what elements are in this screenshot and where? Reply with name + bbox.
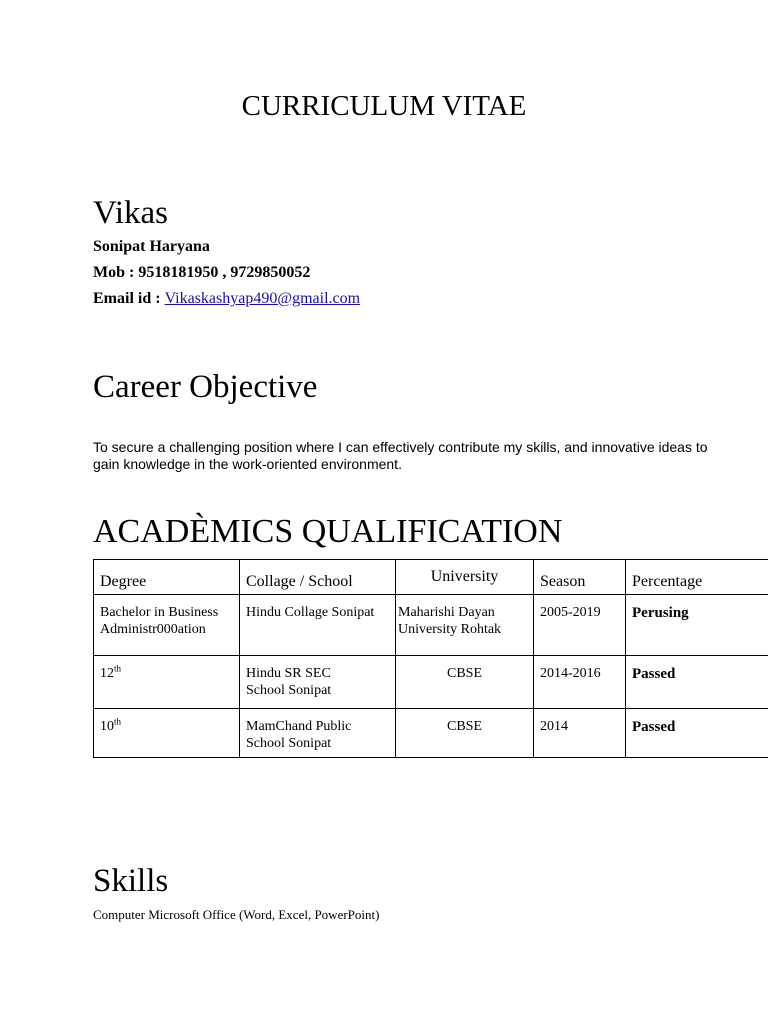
email-link[interactable]: Vikaskashyap490@gmail.com: [164, 290, 361, 307]
table-row: [94, 709, 768, 758]
cell-percentage: Passed: [626, 709, 768, 758]
skills-text: Computer Microsoft Office (Word, Excel, PowerPoint): [93, 907, 380, 922]
cell-percentage: Perusing: [626, 595, 768, 656]
skills-heading: Skills: [93, 863, 169, 899]
academics-heading: ACADÈMICS QUALIFICATION: [93, 513, 563, 550]
cell-university: CBSE: [396, 709, 534, 758]
contact-email: [93, 289, 360, 309]
column-header-percentage: Percentage: [626, 560, 768, 595]
contact-address: Sonipat Haryana: [93, 238, 210, 255]
cell-degree: 12th: [94, 656, 240, 709]
column-header-degree: Degree: [94, 560, 240, 595]
career-objective-text: To secure a challenging position where I can effectively contribute my skills, and innovative ideas to gain knowledge in the work-oriented environment.: [93, 439, 708, 472]
cell-degree: 10th: [94, 709, 240, 758]
cell-season: 2014-2016: [534, 656, 626, 709]
table-header-row: [94, 560, 768, 595]
email-label: Email id :: [93, 290, 165, 307]
cell-percentage: Passed: [626, 656, 768, 709]
cell-school: Hindu Collage Sonipat: [240, 595, 396, 656]
cell-university: Maharishi Dayan University Rohtak: [396, 595, 534, 656]
table-row: [94, 595, 768, 656]
column-header-school: Collage / School: [240, 560, 396, 595]
mobile-numbers: 9518181950 , 9729850052: [138, 264, 311, 281]
mobile-label: Mob :: [93, 264, 139, 281]
column-header-season: Season: [534, 560, 626, 595]
cell-degree: Bachelor in Business Administr000ation: [94, 595, 240, 656]
career-objective-heading: Career Objective: [93, 369, 318, 405]
cell-season: 2005-2019: [534, 595, 626, 656]
cell-university: CBSE: [396, 656, 534, 709]
cell-season: 2014: [534, 709, 626, 758]
cell-school: Hindu SR SEC School Sonipat: [240, 656, 396, 709]
table-row: [94, 656, 768, 709]
contact-mobile: [93, 263, 310, 283]
document-title: CURRICULUM VITAE: [241, 90, 527, 122]
column-header-university: University: [396, 560, 534, 595]
cell-school: MamChand Public School Sonipat: [240, 709, 396, 758]
qualifications-table: [93, 559, 768, 758]
candidate-name: Vikas: [93, 195, 169, 231]
